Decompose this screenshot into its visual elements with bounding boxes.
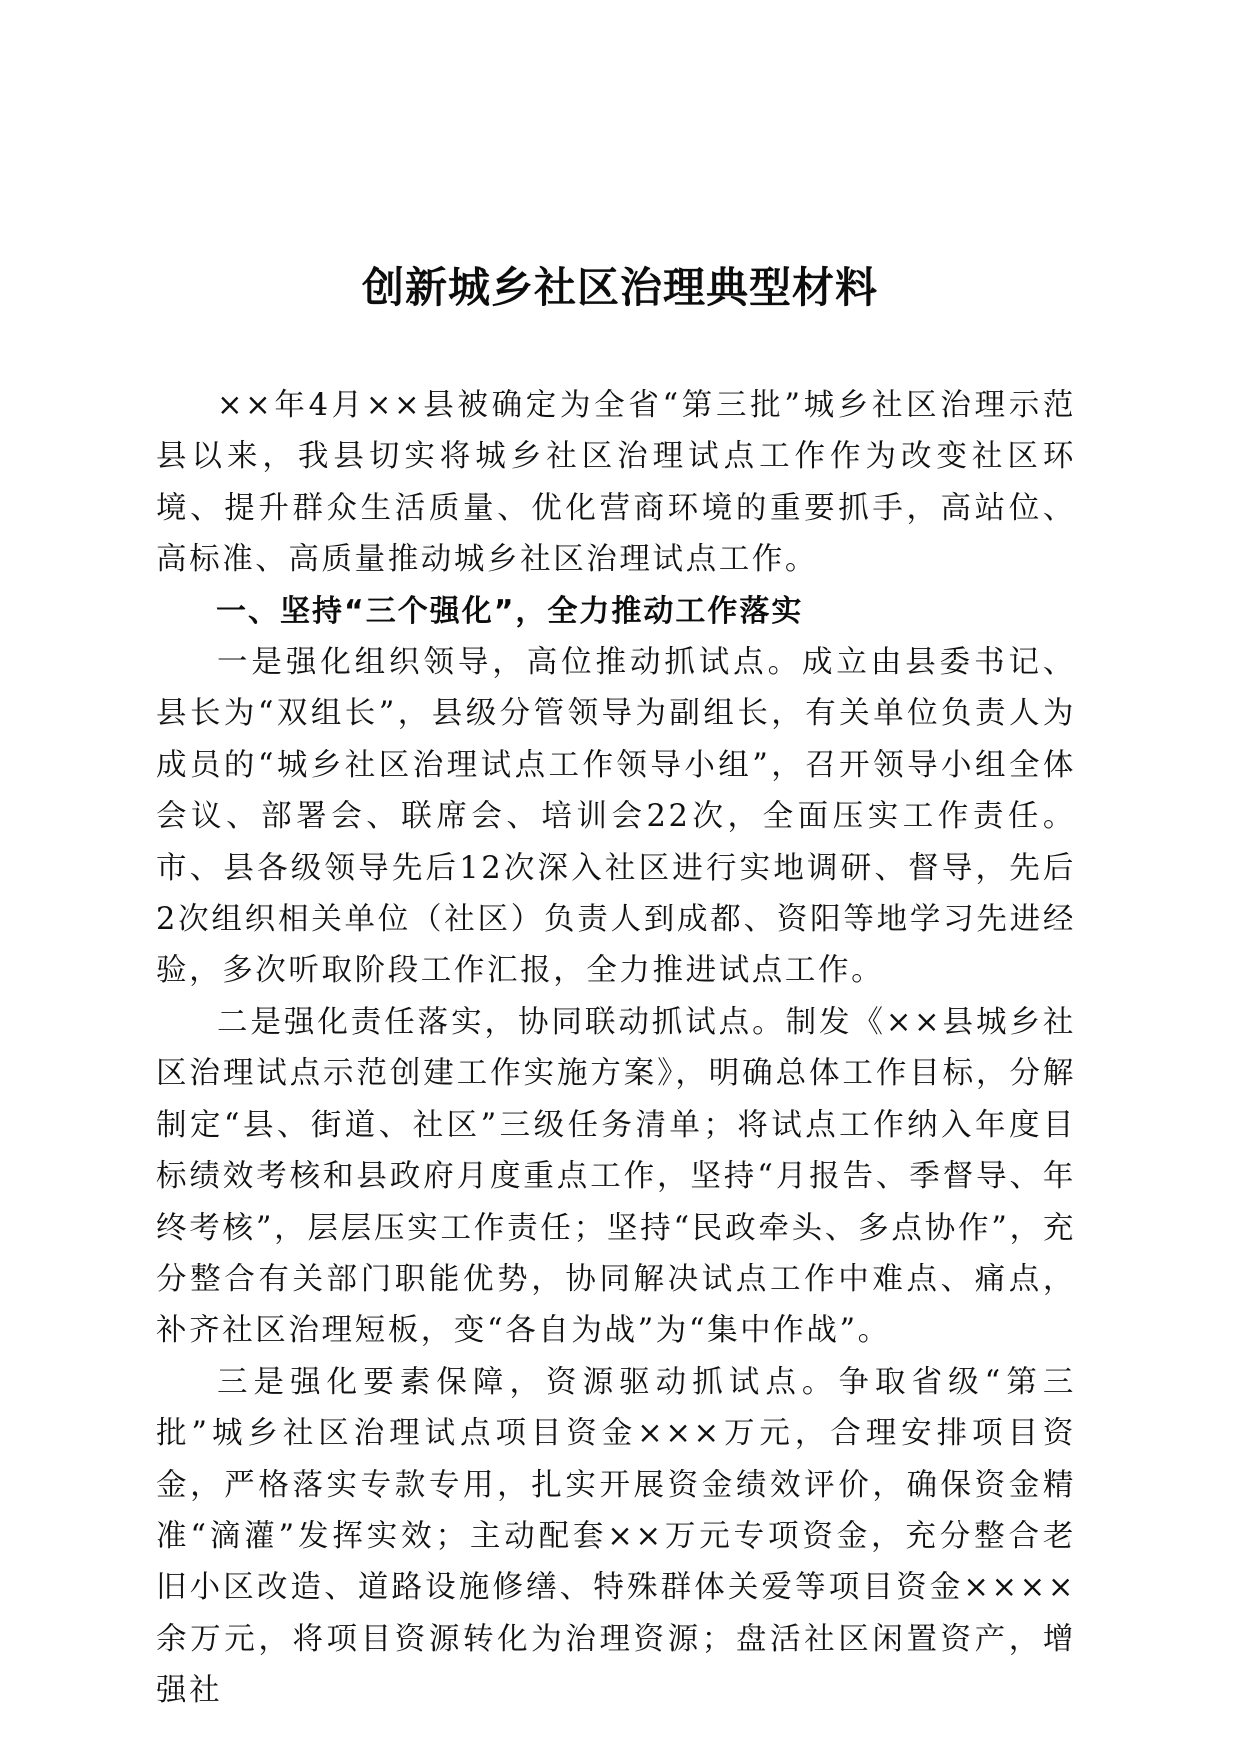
body-paragraph: 一是强化组织领导，高位推动抓试点。成立由县委书记、县长为“双组长”，县级分管领导为副组长，有关单位负责人为成员的“城乡社区治理试点工作领导小组”，召开领导小组全体会议、部署会、联席会、培训会22次，全面压实工作责任。市、县各级领导先后12次深入社区进行实地调研、督导，先后2次组织相关单位（社区）负责人到成都、资阳等地学习先进经验，多次听取阶段工作汇报，全力推进试点工作。 — [156, 645, 1076, 989]
document-body — [156, 380, 1076, 1717]
section-heading: 一、坚持“三个强化”，全力推动工作落实 — [216, 593, 804, 629]
document-title: 创新城乡社区治理典型材料 — [361, 263, 878, 312]
intro-paragraph: ××年4月××县被确定为全省“第三批”城乡社区治理示范县以来，我县切实将城乡社区治理试点工作作为改变社区环境、提升群众生活质量、优化营商环境的重要抓手，高站位、高标准、高质量推动城乡社区治理试点工作。 — [156, 388, 1076, 578]
body-paragraph: 二是强化责任落实，协同联动抓试点。制发《××县城乡社区治理试点示范创建工作实施方案》，明确总体工作目标，分解制定“县、街道、社区”三级任务清单；将试点工作纳入年度目标绩效考核和县政府月度重点工作，坚持“月报告、季督导、年终考核”，层层压实工作责任；坚持“民政牵头、多点协作”，充分整合有关部门职能优势，协同解决试点工作中难点、痛点，补齐社区治理短板，变“各自为战”为“集中作战”。 — [156, 1004, 1076, 1349]
body-paragraph: 三是强化要素保障，资源驱动抓试点。争取省级“第三批”城乡社区治理试点项目资金×××万元，合理安排项目资金，严格落实专款专用，扎实开展资金绩效评价，确保资金精准“滴灌”发挥实效；主动配套××万元专项资金，充分整合老旧小区改造、道路设施修缮、特殊群体关爱等项目资金××××余万元，将项目资源转化为治理资源；盘活社区闲置资产，增强社 — [156, 1364, 1076, 1709]
